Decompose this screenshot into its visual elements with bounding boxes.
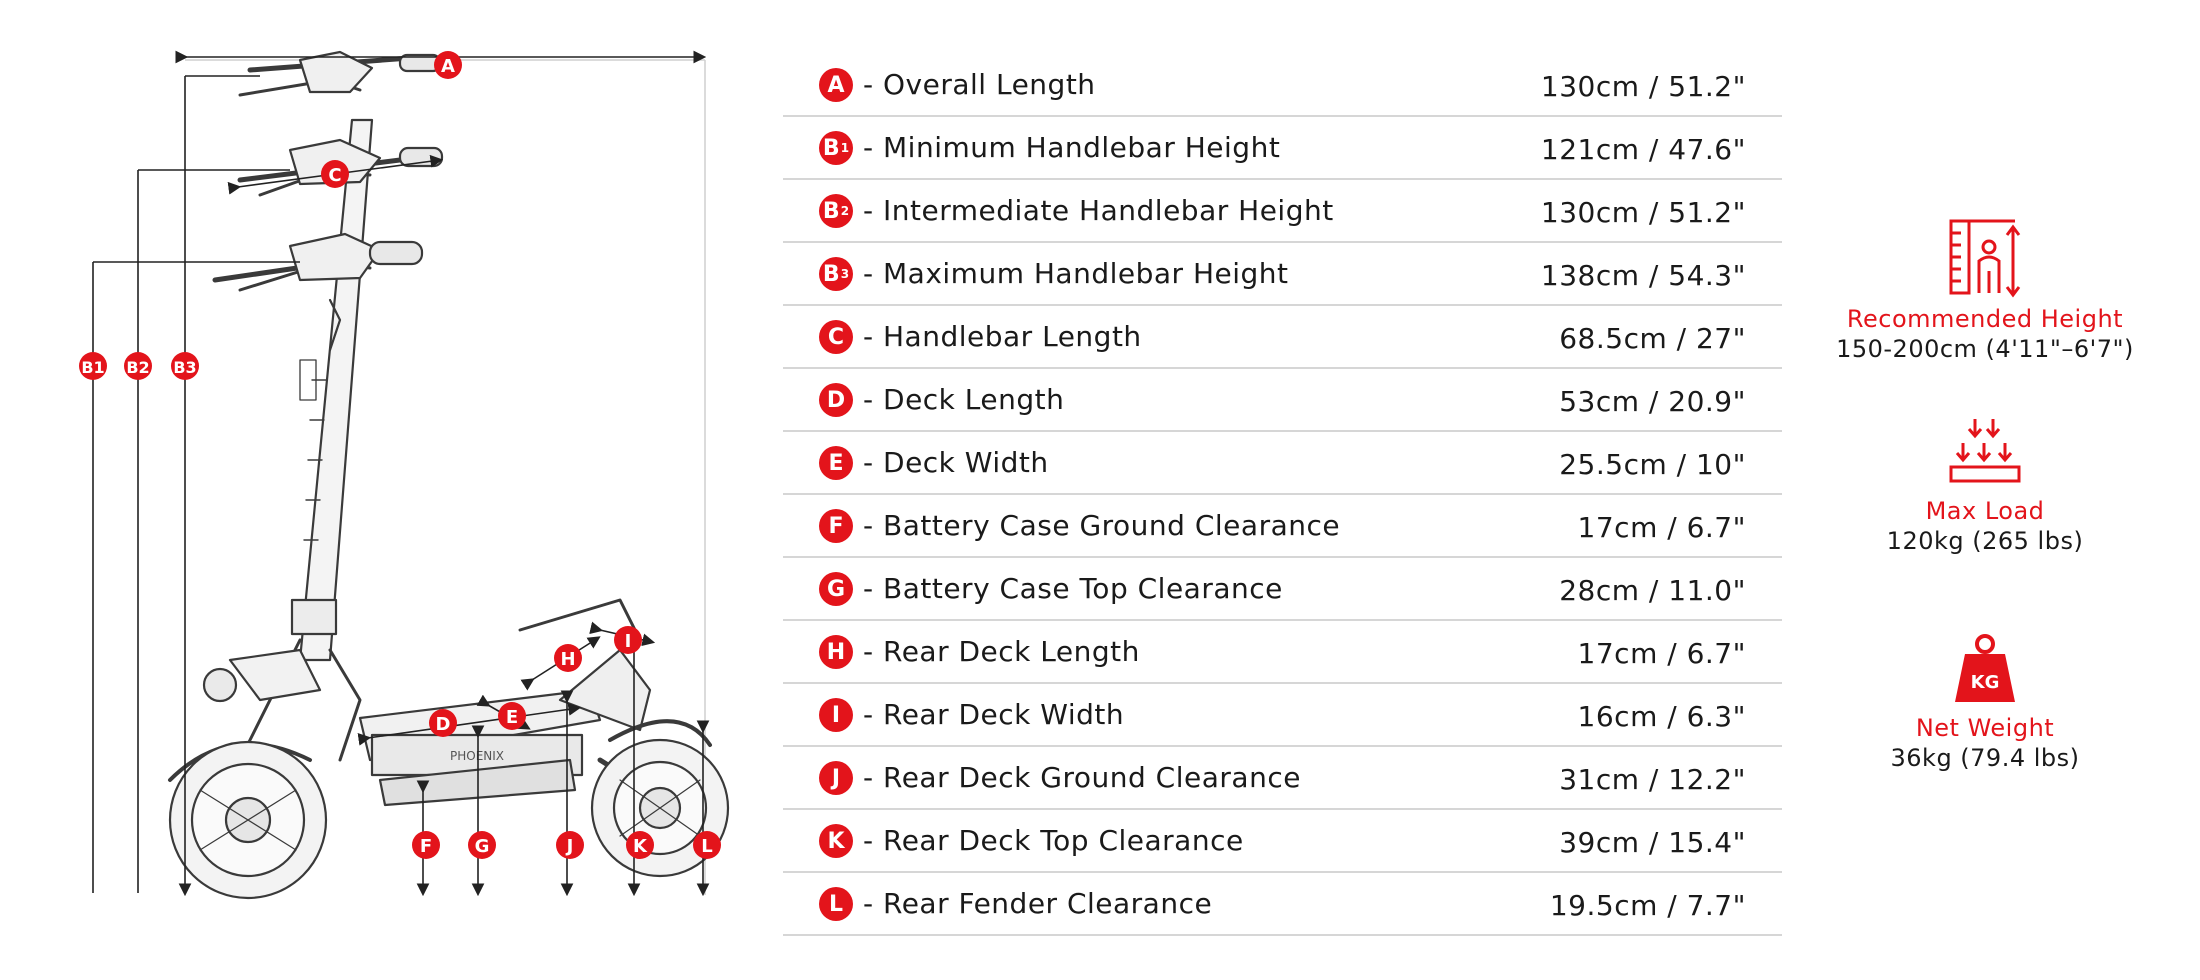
spec-badge — [819, 131, 853, 165]
spec-value: 31cm / 12.2" — [1559, 763, 1746, 796]
spec-value: 16cm / 6.3" — [1577, 700, 1746, 733]
spec-value: 19.5cm / 7.7" — [1549, 889, 1746, 922]
spec-badge-letter: G — [826, 576, 846, 602]
spec-value: 121cm / 47.6" — [1540, 133, 1746, 166]
svg-text:E: E — [505, 707, 519, 728]
spec-badge — [819, 68, 853, 102]
svg-text:J: J — [566, 836, 574, 857]
spec-table — [783, 54, 1782, 936]
spec-name: - Battery Case Top Clearance — [863, 572, 1283, 605]
diagram-badge-k — [626, 831, 654, 859]
spec-badge-subscript: 2 — [840, 204, 850, 218]
scooter-illustration — [170, 52, 728, 898]
diagram-badge-i — [614, 626, 642, 654]
spec-value: 39cm / 15.4" — [1559, 826, 1746, 859]
spec-value: 130cm / 51.2" — [1540, 196, 1746, 229]
spec-badge — [819, 572, 853, 606]
spec-badge-letter: J — [831, 765, 841, 791]
diagram-badge-a — [434, 51, 462, 79]
spec-name: - Rear Fender Clearance — [863, 887, 1213, 920]
spec-name: - Intermediate Handlebar Height — [863, 194, 1334, 227]
spec-badge-letter: B — [822, 135, 840, 161]
diagram-badge-e — [498, 702, 526, 730]
spec-row — [783, 369, 1782, 432]
spec-value: 17cm / 6.7" — [1577, 637, 1746, 670]
spec-badge-letter: C — [827, 324, 845, 350]
svg-text:A: A — [441, 56, 455, 77]
spec-value: 28cm / 11.0" — [1559, 574, 1746, 607]
diagram-badge-b1 — [79, 352, 107, 380]
spec-badge-letter: F — [828, 513, 844, 539]
recommended-height-title: Recommended Height — [1846, 305, 2124, 333]
spec-name: - Minimum Handlebar Height — [863, 131, 1281, 164]
kg-weight-icon — [1945, 632, 2025, 708]
max-load-icon — [1945, 415, 2025, 491]
svg-text:D: D — [435, 714, 451, 735]
spec-name: - Handlebar Length — [863, 320, 1142, 353]
recommended-height-value: 150-200cm (4'11"–6'7") — [1836, 335, 2134, 363]
spec-name: - Deck Width — [863, 446, 1049, 479]
spec-badge-letter: E — [828, 450, 844, 476]
kg-icon-text: KG — [1970, 672, 2000, 693]
spec-badge — [819, 383, 853, 417]
spec-row — [783, 117, 1782, 180]
spec-name: - Deck Length — [863, 383, 1065, 416]
net-weight-block — [1805, 632, 2165, 772]
height-ruler-icon — [1945, 215, 2025, 299]
svg-text:B2: B2 — [126, 358, 150, 377]
diagram-badge-h — [554, 644, 582, 672]
spec-row — [783, 621, 1782, 684]
net-weight-title: Net Weight — [1915, 714, 2055, 742]
net-weight-value: 36kg (79.4 lbs) — [1890, 744, 2080, 772]
spec-badge — [819, 509, 853, 543]
diagram-badge-f — [412, 831, 440, 859]
spec-value: 25.5cm / 10" — [1559, 448, 1746, 481]
deck-brand-text: PHOENIX — [450, 749, 505, 763]
spec-badge-letter: H — [826, 639, 846, 665]
svg-text:B1: B1 — [81, 358, 105, 377]
max-load-block — [1805, 415, 2165, 555]
handlebar-top — [240, 52, 440, 95]
svg-text:F: F — [419, 836, 433, 857]
spec-badge — [819, 887, 853, 921]
spec-name: - Maximum Handlebar Height — [863, 257, 1289, 290]
spec-badge — [819, 446, 853, 480]
spec-badge-letter: D — [826, 387, 846, 413]
spec-badge — [819, 761, 853, 795]
spec-badge-letter: B — [822, 261, 840, 287]
spec-value: 53cm / 20.9" — [1559, 385, 1746, 418]
scooter-dimension-diagram — [0, 0, 780, 980]
svg-text:L: L — [701, 836, 713, 857]
max-load-value: 120kg (265 lbs) — [1886, 527, 2084, 555]
svg-text:I: I — [624, 631, 632, 652]
diagram-badge-d — [429, 709, 457, 737]
spec-badge — [819, 698, 853, 732]
svg-text:C: C — [328, 165, 342, 186]
spec-name: - Rear Deck Length — [863, 635, 1140, 668]
diagram-badge-g — [468, 831, 496, 859]
spec-badge — [819, 194, 853, 228]
spec-name: - Rear Deck Top Clearance — [863, 824, 1244, 857]
spec-row — [783, 558, 1782, 621]
spec-row — [783, 873, 1782, 936]
spec-badge — [819, 635, 853, 669]
spec-badge — [819, 257, 853, 291]
spec-name: - Rear Deck Ground Clearance — [863, 761, 1301, 794]
diagram-badge-b2 — [124, 352, 152, 380]
spec-badge — [819, 824, 853, 858]
svg-text:K: K — [633, 836, 647, 857]
diagram-badge-l — [693, 831, 721, 859]
spec-row — [783, 54, 1782, 117]
spec-name: - Overall Length — [863, 68, 1096, 101]
spec-value: 138cm / 54.3" — [1540, 259, 1746, 292]
spec-badge-letter: I — [831, 702, 841, 728]
svg-text:H: H — [560, 649, 576, 670]
spec-badge-letter: L — [828, 891, 844, 917]
max-load-title: Max Load — [1925, 497, 2045, 525]
spec-row — [783, 432, 1782, 495]
spec-value: 17cm / 6.7" — [1577, 511, 1746, 544]
spec-row — [783, 243, 1782, 306]
diagram-badge-b3 — [171, 352, 199, 380]
spec-name: - Rear Deck Width — [863, 698, 1125, 731]
spec-value: 68.5cm / 27" — [1559, 322, 1746, 355]
spec-badge-subscript: 3 — [840, 267, 850, 281]
spec-badge — [819, 320, 853, 354]
spec-badge-letter: A — [827, 72, 845, 98]
spec-value: 130cm / 51.2" — [1540, 70, 1746, 103]
recommended-height-block — [1805, 215, 2165, 363]
spec-row — [783, 495, 1782, 558]
spec-badge-letter: K — [827, 828, 845, 854]
svg-text:B3: B3 — [173, 358, 197, 377]
spec-row — [783, 810, 1782, 873]
spec-name: - Battery Case Ground Clearance — [863, 509, 1341, 542]
spec-badge-letter: B — [822, 198, 840, 224]
diagram-badge-j — [556, 831, 584, 859]
spec-badge-subscript: 1 — [840, 141, 850, 155]
spec-row — [783, 306, 1782, 369]
diagram-badge-c — [321, 160, 349, 188]
spec-row — [783, 747, 1782, 810]
spec-row — [783, 684, 1782, 747]
svg-text:G: G — [474, 836, 490, 857]
spec-row — [783, 180, 1782, 243]
